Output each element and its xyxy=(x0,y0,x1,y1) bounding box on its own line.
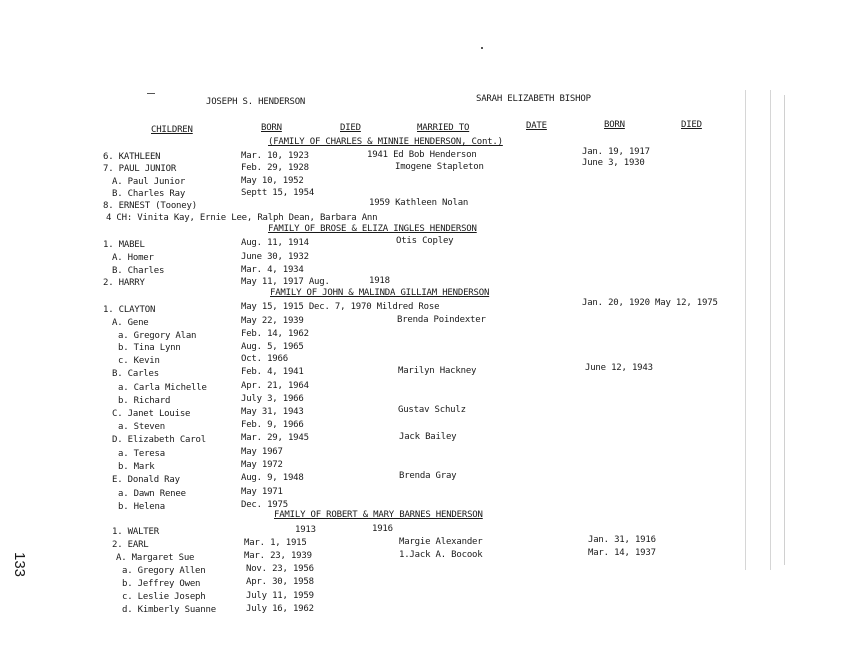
child-name: A. Gene xyxy=(112,318,149,328)
born-date: Aug. 5, 1965 xyxy=(241,342,304,352)
born-date: 1913 xyxy=(295,525,316,535)
child-name: a. Teresa xyxy=(118,449,165,459)
born-date: May 11, 1917 Aug. xyxy=(241,277,330,287)
family-heading-charles: (FAMILY OF CHARLES & MINNIE HENDERSON, Cont.) xyxy=(268,137,503,147)
born-date: Nov. 23, 1956 xyxy=(246,564,314,574)
born-date: May 1972 xyxy=(241,460,283,470)
child-name: 2. EARL xyxy=(112,540,149,550)
child-name: b. Helena xyxy=(118,502,165,512)
born-date: Dec. 1975 xyxy=(241,500,288,510)
family-heading-brose: FAMILY OF BROSE & ELIZA INGLES HENDERSON xyxy=(268,224,477,234)
child-name: A. Margaret Sue xyxy=(116,553,195,563)
born-date: Aug. 9, 1948 xyxy=(241,473,304,483)
scan-mark xyxy=(481,47,483,49)
married-to: Imogene Stapleton xyxy=(395,162,484,172)
born-date: Mar. 23, 1939 xyxy=(244,551,312,561)
born-date: July 11, 1959 xyxy=(246,591,314,601)
child-name: D. Elizabeth Carol xyxy=(112,435,206,445)
child-name: E. Donald Ray xyxy=(112,475,180,485)
child-name: a. Gregory Allen xyxy=(122,566,206,576)
married-to: Gustav Schulz xyxy=(398,405,466,415)
page-number: 133 xyxy=(11,552,28,578)
married-to: Brenda Poindexter xyxy=(397,315,486,325)
born-date: May 10, 1952 xyxy=(241,176,304,186)
child-name: a. Steven xyxy=(118,422,165,432)
spouse-born: Mar. 14, 1937 xyxy=(588,548,656,558)
child-name: A. Paul Junior xyxy=(112,177,186,187)
born-date: Mar. 4, 1934 xyxy=(241,265,304,275)
child-name: C. Janet Louise xyxy=(112,409,191,419)
child-name: 8. ERNEST (Tooney) xyxy=(103,201,197,211)
child-name: b. Mark xyxy=(118,462,155,472)
col-spouse-died: DIED xyxy=(681,120,702,130)
col-born: BORN xyxy=(261,123,282,133)
child-name: d. Kimberly Suanne xyxy=(122,605,216,615)
wife-name: SARAH ELIZABETH BISHOP xyxy=(476,94,591,104)
spouse-born-died: Jan. 20, 1920 May 12, 1975 xyxy=(582,298,718,308)
born-date: May 1971 xyxy=(241,487,283,497)
born-date: Septt 15, 1954 xyxy=(241,188,315,198)
col-married-to: MARRIED TO xyxy=(417,123,470,133)
born-date: Oct. 1966 xyxy=(241,354,288,364)
born-date: Feb. 29, 1928 xyxy=(241,163,309,173)
child-name: 1. WALTER xyxy=(112,527,159,537)
child-name: B. Charles Ray xyxy=(112,189,186,199)
children-note: 4 CH: Vinita Kay, Ernie Lee, Ralph Dean, Barbara Ann xyxy=(106,213,378,223)
ruling-line xyxy=(770,90,771,570)
died-date: 1916 xyxy=(372,524,393,534)
col-spouse-born: BORN xyxy=(604,120,625,130)
child-name: a. Dawn Renee xyxy=(118,489,186,499)
child-name: b. Richard xyxy=(118,396,171,406)
married-to: Brenda Gray xyxy=(399,471,457,481)
spouse-born: June 3, 1930 xyxy=(582,158,645,168)
born-date: Mar. 29, 1945 xyxy=(241,433,309,443)
child-name: 1. CLAYTON xyxy=(103,305,156,315)
scan-mark xyxy=(147,93,155,94)
family-heading-john: FAMILY OF JOHN & MALINDA GILLIAM HENDERSON xyxy=(270,288,490,298)
born-date: Mar. 1, 1915 xyxy=(244,538,307,548)
born-date: Mar. 10, 1923 xyxy=(241,151,309,161)
child-name: b. Tina Lynn xyxy=(118,343,181,353)
child-name: 1. MABEL xyxy=(103,240,145,250)
married-to: Marilyn Hackney xyxy=(398,366,477,376)
col-date: DATE xyxy=(526,121,547,131)
born-date: May 22, 1939 xyxy=(241,316,304,326)
child-name: a. Carla Michelle xyxy=(118,383,207,393)
child-name: 6. KATHLEEN xyxy=(103,152,161,162)
married-to: Jack Bailey xyxy=(399,432,457,442)
died-date: 1918 xyxy=(369,276,390,286)
child-name: B. Carles xyxy=(112,369,159,379)
born-date: Feb. 4, 1941 xyxy=(241,367,304,377)
child-name: A. Homer xyxy=(112,253,154,263)
child-name: b. Jeffrey Owen xyxy=(122,579,201,589)
born-date: Apr. 30, 1958 xyxy=(246,577,314,587)
family-heading-robert: FAMILY OF ROBERT & MARY BARNES HENDERSON xyxy=(274,510,483,520)
born-date: Apr. 21, 1964 xyxy=(241,381,309,391)
born-date: Aug. 11, 1914 xyxy=(241,238,309,248)
born-date: July 3, 1966 xyxy=(241,394,304,404)
born-date: May 1967 xyxy=(241,447,283,457)
spouse-born: June 12, 1943 xyxy=(585,363,653,373)
born-date: July 16, 1962 xyxy=(246,604,314,614)
marriage-info: 1959 Kathleen Nolan xyxy=(369,198,469,208)
spouse-born: Jan. 19, 1917 xyxy=(582,147,650,157)
col-children: CHILDREN xyxy=(151,125,193,135)
child-name: c. Leslie Joseph xyxy=(122,592,206,602)
born-date: June 30, 1932 xyxy=(241,252,309,262)
child-name: B. Charles xyxy=(112,266,165,276)
marriage-info: 1941 Ed Bob Henderson xyxy=(367,150,477,160)
child-name: a. Gregory Alan xyxy=(118,331,197,341)
child-name: c. Kevin xyxy=(118,356,160,366)
married-to: Margie Alexander xyxy=(399,537,483,547)
col-died: DIED xyxy=(340,123,361,133)
child-name: 2. HARRY xyxy=(103,278,145,288)
born-died-married: May 15, 1915 Dec. 7, 1970 Mildred Rose xyxy=(241,302,440,312)
born-date: May 31, 1943 xyxy=(241,407,304,417)
married-to: 1.Jack A. Bocook xyxy=(399,550,483,560)
born-date: Feb. 9, 1966 xyxy=(241,420,304,430)
ruling-line xyxy=(784,95,785,565)
husband-name: JOSEPH S. HENDERSON xyxy=(206,97,306,107)
married-to: Otis Copley xyxy=(396,236,454,246)
spouse-born: Jan. 31, 1916 xyxy=(588,535,656,545)
born-date: Feb. 14, 1962 xyxy=(241,329,309,339)
ruling-line xyxy=(745,90,746,570)
child-name: 7. PAUL JUNIOR xyxy=(103,164,177,174)
